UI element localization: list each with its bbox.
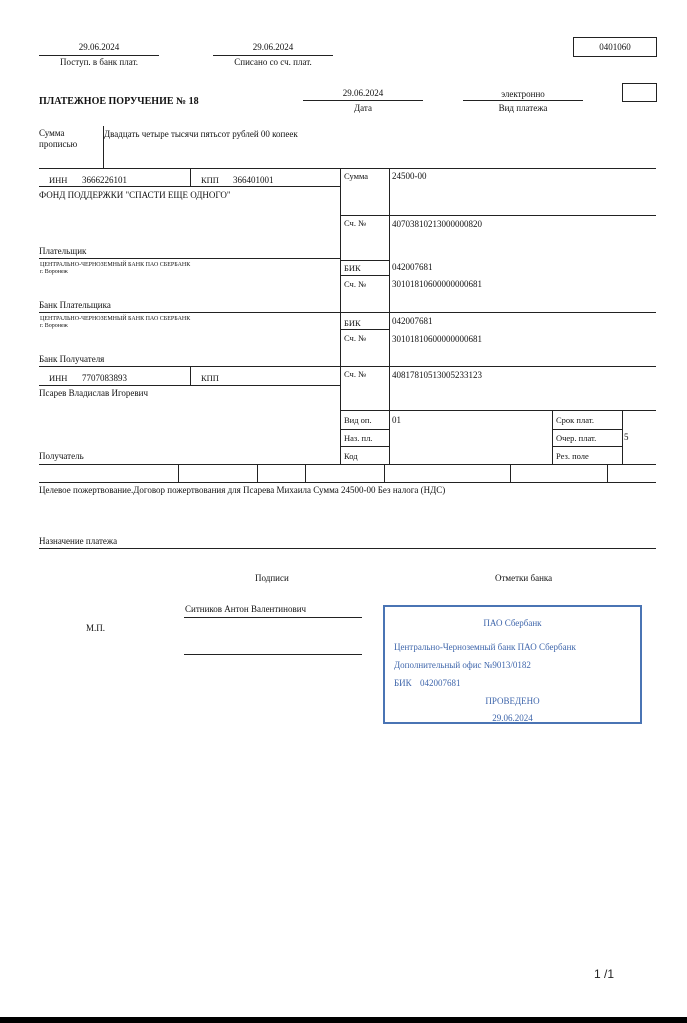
divider [463, 100, 583, 101]
divider [178, 464, 179, 482]
payment-type: электронно [501, 89, 545, 99]
stamp-bik: 042007681 [420, 678, 461, 688]
stamp-date: 29.06.2024 [492, 713, 533, 723]
divider [340, 446, 389, 447]
payer-bank-account-label: Сч. № [344, 279, 367, 289]
priority: 5 [624, 432, 629, 442]
received-date: 29.06.2024 [78, 42, 120, 52]
amount-words-label: прописью [39, 139, 78, 149]
sum-value: 24500-00 [392, 171, 427, 181]
payer-kpp: 366401001 [233, 175, 274, 185]
divider [257, 464, 258, 482]
divider [39, 366, 656, 367]
payer-account: 40703810213000000820 [392, 219, 482, 229]
recipient-bik: 042007681 [392, 316, 433, 326]
purpose-code-label: Наз. пл. [344, 433, 373, 443]
recipient-inn: 7707083893 [82, 373, 127, 383]
divider [340, 168, 341, 464]
divider [39, 482, 656, 483]
received-label: Поступ. в банк плат. [60, 57, 138, 67]
recipient-bank-name: ЦЕНТРАЛЬНО-ЧЕРНОЗЕМНЫЙ БАНК ПАО СБЕРБАНК [40, 316, 191, 322]
code-label: Код [344, 451, 358, 461]
divider [340, 329, 389, 330]
divider [39, 55, 159, 56]
signature-line [184, 617, 362, 618]
reserve-label: Рез. поле [556, 451, 589, 461]
recipient-name: Псарев Владислав Игоревич [39, 388, 149, 398]
divider [607, 464, 608, 482]
divider [552, 410, 553, 464]
signer-name: Ситников Антон Валентинович [185, 604, 307, 614]
payer-bank-account: 30101810600000000681 [392, 279, 482, 289]
divider [39, 258, 340, 259]
amount-words-value: Двадцать четыре тысячи пятьсот рублей 00 копеек [104, 129, 298, 139]
payer-account-label: Сч. № [344, 218, 367, 228]
document-title: ПЛАТЕЖНОЕ ПОРУЧЕНИЕ № 18 [39, 96, 199, 107]
stamp-status: ПРОВЕДЕНО [485, 696, 540, 706]
op-type: 01 [392, 415, 401, 425]
priority-label: Очер. плат. [556, 433, 597, 443]
op-type-label: Вид оп. [344, 415, 372, 425]
divider [305, 464, 306, 482]
recipient-bik-label: БИК [344, 318, 361, 328]
payer-inn: 3666226101 [82, 175, 127, 185]
recipient-bank-city: г. Воронеж [40, 323, 68, 329]
divider [39, 548, 656, 549]
payer-bank-label: Банк Плательщика [39, 300, 111, 310]
signatures-label: Подписи [255, 573, 289, 583]
divider [552, 429, 622, 430]
recipient-bank-account: 30101810600000000681 [392, 334, 482, 344]
divider [510, 464, 511, 482]
payer-name: ФОНД ПОДДЕРЖКИ "СПАСТИ ЕЩЕ ОДНОГО" [39, 190, 231, 200]
order-date-label: Дата [354, 103, 372, 113]
recipient-bank-label: Банк Получателя [39, 354, 105, 364]
divider [552, 446, 622, 447]
divider [384, 464, 385, 482]
payer-label: Плательщик [39, 246, 87, 256]
recipient-bank-account-label: Сч. № [344, 333, 367, 343]
divider [340, 275, 389, 276]
recipient-account: 40817810513005233123 [392, 370, 482, 380]
recipient-label: Получатель [39, 451, 84, 461]
bank-marks-label: Отметки банка [495, 573, 553, 583]
order-date: 29.06.2024 [342, 88, 384, 98]
divider [39, 385, 340, 386]
divider [340, 260, 389, 261]
debited-date: 29.06.2024 [252, 42, 294, 52]
divider [39, 186, 340, 187]
divider [340, 410, 656, 411]
stamp-office: Дополнительный офис №9013/0182 [394, 660, 531, 670]
bank-stamp [383, 605, 642, 724]
divider [39, 312, 656, 313]
divider [340, 429, 389, 430]
payer-bank-name: ЦЕНТРАЛЬНО-ЧЕРНОЗЕМНЫЙ БАНК ПАО СБЕРБАНК [40, 262, 191, 268]
debited-label: Списано со сч. плат. [234, 57, 312, 67]
deadline-label: Срок плат. [556, 415, 594, 425]
stamp-bik-label: БИК [394, 678, 412, 688]
recipient-inn-label: ИНН [49, 373, 68, 383]
payer-bik: 042007681 [392, 262, 433, 272]
recipient-account-label: Сч. № [344, 369, 367, 379]
payer-bik-label: БИК [344, 263, 361, 273]
payer-inn-label: ИНН [49, 175, 68, 185]
sum-label: Сумма [344, 171, 369, 181]
divider [303, 100, 423, 101]
divider [340, 215, 656, 216]
divider [190, 366, 191, 385]
page-number: 1 /1 [594, 967, 615, 981]
empty-code-box [622, 83, 657, 102]
payment-purpose: Целевое пожертвование.Договор пожертвования для Псарева Михаила Сумма 24500-00 Без налога (НДС) [39, 485, 446, 495]
divider [39, 464, 656, 465]
form-code: 0401060 [599, 42, 631, 52]
payer-bank-city: г. Воронеж [40, 269, 68, 275]
divider [622, 410, 623, 464]
signature-line [184, 654, 362, 655]
payment-purpose-label: Назначение платежа [39, 536, 118, 546]
divider [190, 168, 191, 186]
seal-label: М.П. [86, 623, 106, 633]
payment-type-label: Вид платежа [498, 103, 548, 113]
stamp-branch: Центрально-Черноземный банк ПАО Сбербанк [394, 642, 576, 652]
payer-kpp-label: КПП [201, 175, 219, 185]
divider [389, 168, 390, 464]
recipient-kpp-label: КПП [201, 373, 219, 383]
divider [213, 55, 333, 56]
divider [39, 168, 656, 169]
amount-words-label: Сумма [39, 128, 65, 138]
stamp-bank: ПАО Сбербанк [483, 618, 542, 628]
